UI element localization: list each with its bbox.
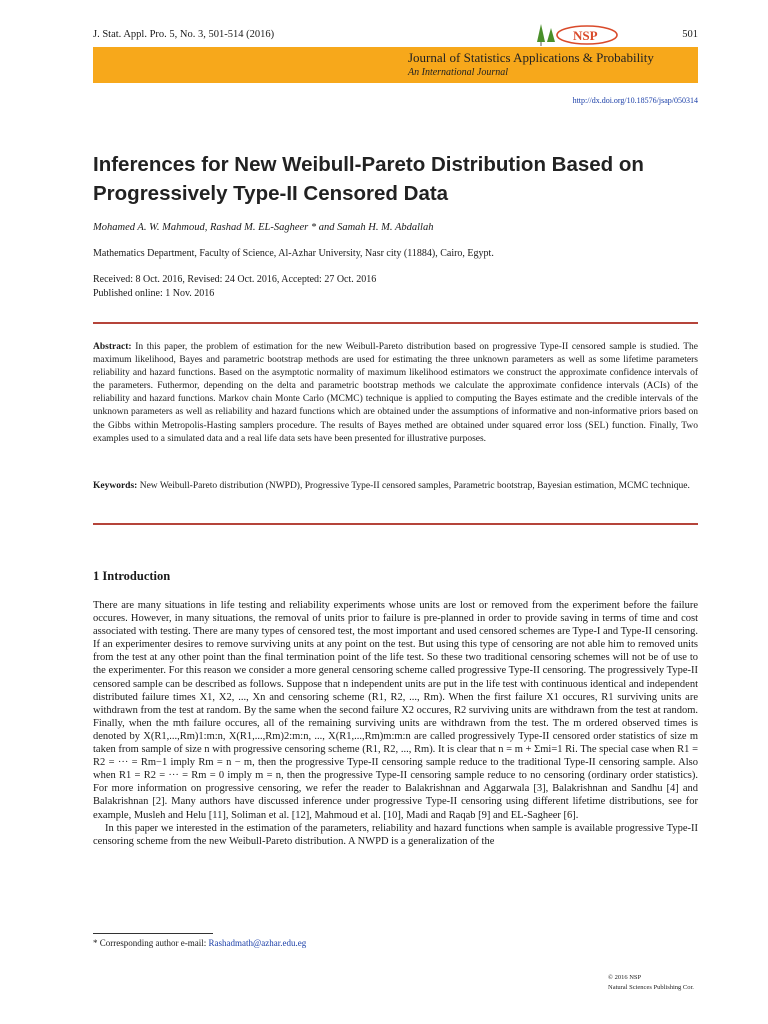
keywords — [93, 480, 698, 493]
footnote-rule — [93, 933, 213, 934]
author-email-link[interactable]: Rashadmath@azhar.edu.eg — [208, 938, 307, 948]
abstract-bottom-rule — [93, 523, 698, 525]
journal-band-text — [400, 48, 698, 83]
published-date: Published online: 1 Nov. 2016 — [93, 288, 215, 299]
footnote — [93, 938, 306, 948]
section-heading: 1 Introduction — [93, 569, 171, 583]
paper-title: Inferences for New Weibull-Pareto Distribution Based on Progressively Type-II Censored Data — [93, 153, 644, 205]
doi-link[interactable]: http://dx.doi.org/10.18576/jsap/050314 — [572, 96, 698, 105]
copyright: © 2016 NSP — [608, 974, 642, 981]
paragraph-1: There are many situations in life testing and reliability experiments whose units are lost or removed from the experiment before the failure occures. However, in many situations, the removal of units prior to failure is pre-planned in order to provide saving in terms of time and cost associated with testing. There are many types of censored test, the most important and used censored schemes are Type-I and Type-II censoring. If an experimenter desires to remove surviving units at any point on the test. But using this type of censoring are not able him to removed units from the test at any other point than the final termination point of the life test. So these two traditional censoring schemes will not be of use to the experimenter. For this reason we consider a more general censoring scheme called progressive Type-II censoring. The progressively Type-II censored sample can be described as follows. Suppose that n independent units are put in the life test with continuous identical and independent distributed failure times X1, X2, ..., Xn and censoring scheme (R1, R2, ..., Rm). When the first failure X1 occures, R1 surviving units are withdrawn from the test at random. By the same when the second failure X2 occures, R2 surviving units are withdrawn from the test at random. Finally, when the mth failure occures, all of the remaining surviving units are withdrawn from the test. The m ordered observed times is denoted by X(R1,...,Rm)1:m:n, X(R1,...,Rm)2:m:n, ..., X(R1,...,Rm)m:m:n are called progressively Type-II censored order statistics of size m taken from sample of size n with progressive censoring scheme (R1, R2, ..., Rm). It is clear that n = m + Σmi=1 Ri. The special case when R1 = R2 = ··· = Rm−1 imply Rm = n − m, then the progressive Type-II censoring sample reduce to the traditional Type-II censoring sample. Also when R1 = R2 = ··· = Rm = 0 imply m = n, then the progressive Type-II censoring sample reduce to no censoring (ordinary order statistics). For more information on progressive censoring, we refer the reader to Balakrishnan and Aggarwala [3], Balakrishnan and Sandhu [4] and Balakrishnan [2]. Many authors have discussed inference under progressive Type-II censoring using different lifetime distributions, see for example, Musleh and Helu [11], Soliman et al. [12], Mahmoud et al. [10], Madi and Raqab [9] and EL-Sagheer [6]. — [93, 600, 699, 821]
abstract — [93, 341, 698, 446]
tree-icon — [537, 24, 545, 42]
running-citation: J. Stat. Appl. Pro. 5, No. 3, 501-514 (2016) — [93, 29, 275, 40]
footnote-label: * Corresponding author e-mail: — [93, 938, 209, 948]
nsp-logo — [527, 18, 647, 48]
abstract-label: Abstract: — [93, 342, 132, 352]
journal-name: Journal of Statistics Applications & Probability — [408, 50, 654, 65]
publisher-name: Natural Sciences Publishing Cor. — [608, 984, 694, 991]
publication-dates — [93, 273, 376, 301]
logo-text: NSP — [573, 28, 598, 43]
abstract-top-rule — [93, 322, 698, 324]
affiliation: Mathematics Department, Faculty of Science, Al-Azhar University, Nasr city (11884), Cairo, Egypt. — [93, 248, 494, 259]
journal-subtitle: An International Journal — [408, 67, 508, 78]
keywords-label: Keywords: — [93, 481, 138, 491]
received-dates: Received: 8 Oct. 2016, Revised: 24 Oct. 2016, Accepted: 27 Oct. 2016 — [93, 274, 377, 285]
author-list: Mohamed A. W. Mahmoud, Rashad M. EL-Sagheer * and Samah H. M. Abdallah — [93, 222, 434, 233]
page-number: 501 — [682, 29, 698, 40]
body-text — [93, 599, 698, 848]
paragraph-2: In this paper we interested in the estimation of the parameters, reliability and hazard functions when sample is available progressive Type-II censoring scheme from the new Weibull-Pareto distribution. A NWPD is a generalization of the — [93, 822, 698, 847]
abstract-text: In this paper, the problem of estimation for the new Weibull-Pareto distribution based on progressive Type-II censored sample is studied. The maximum likelihood, Bayes and parametric bootstrap methods are used for estimating the three unknown parameters as well as some lifetime parameters reliability and hazard functions. Based on the asymptotic normality of maximum likelihood estimators we construct the approximate confidence intervals of the parameters. Futhermor, depending on the delta and parametric bootstrap methods we calculate the approximate confidence intervals (ACIs) of the reliability and hazard functions. Markov chain Monte Carlo (MCMC) technique is applied to computing the Bayes estimate and the credible intervals of the unknown parameters as well as reliability and hazard functions which are obtained under the assumptions of informative and non-informative priors based on the Gibbs within Metropolis-Hasting samplers procedure. The results of Bayes methed are obtained under squared error loss (SEL) function. Finally, Two examples used to a simulated data and a real life data sets have been presented for illustrative purposes. — [93, 342, 698, 444]
keywords-text: New Weibull-Pareto distribution (NWPD), Progressive Type-II censored samples, Parametric bootstrap, Bayesian estimation, MCMC technique. — [139, 481, 690, 491]
